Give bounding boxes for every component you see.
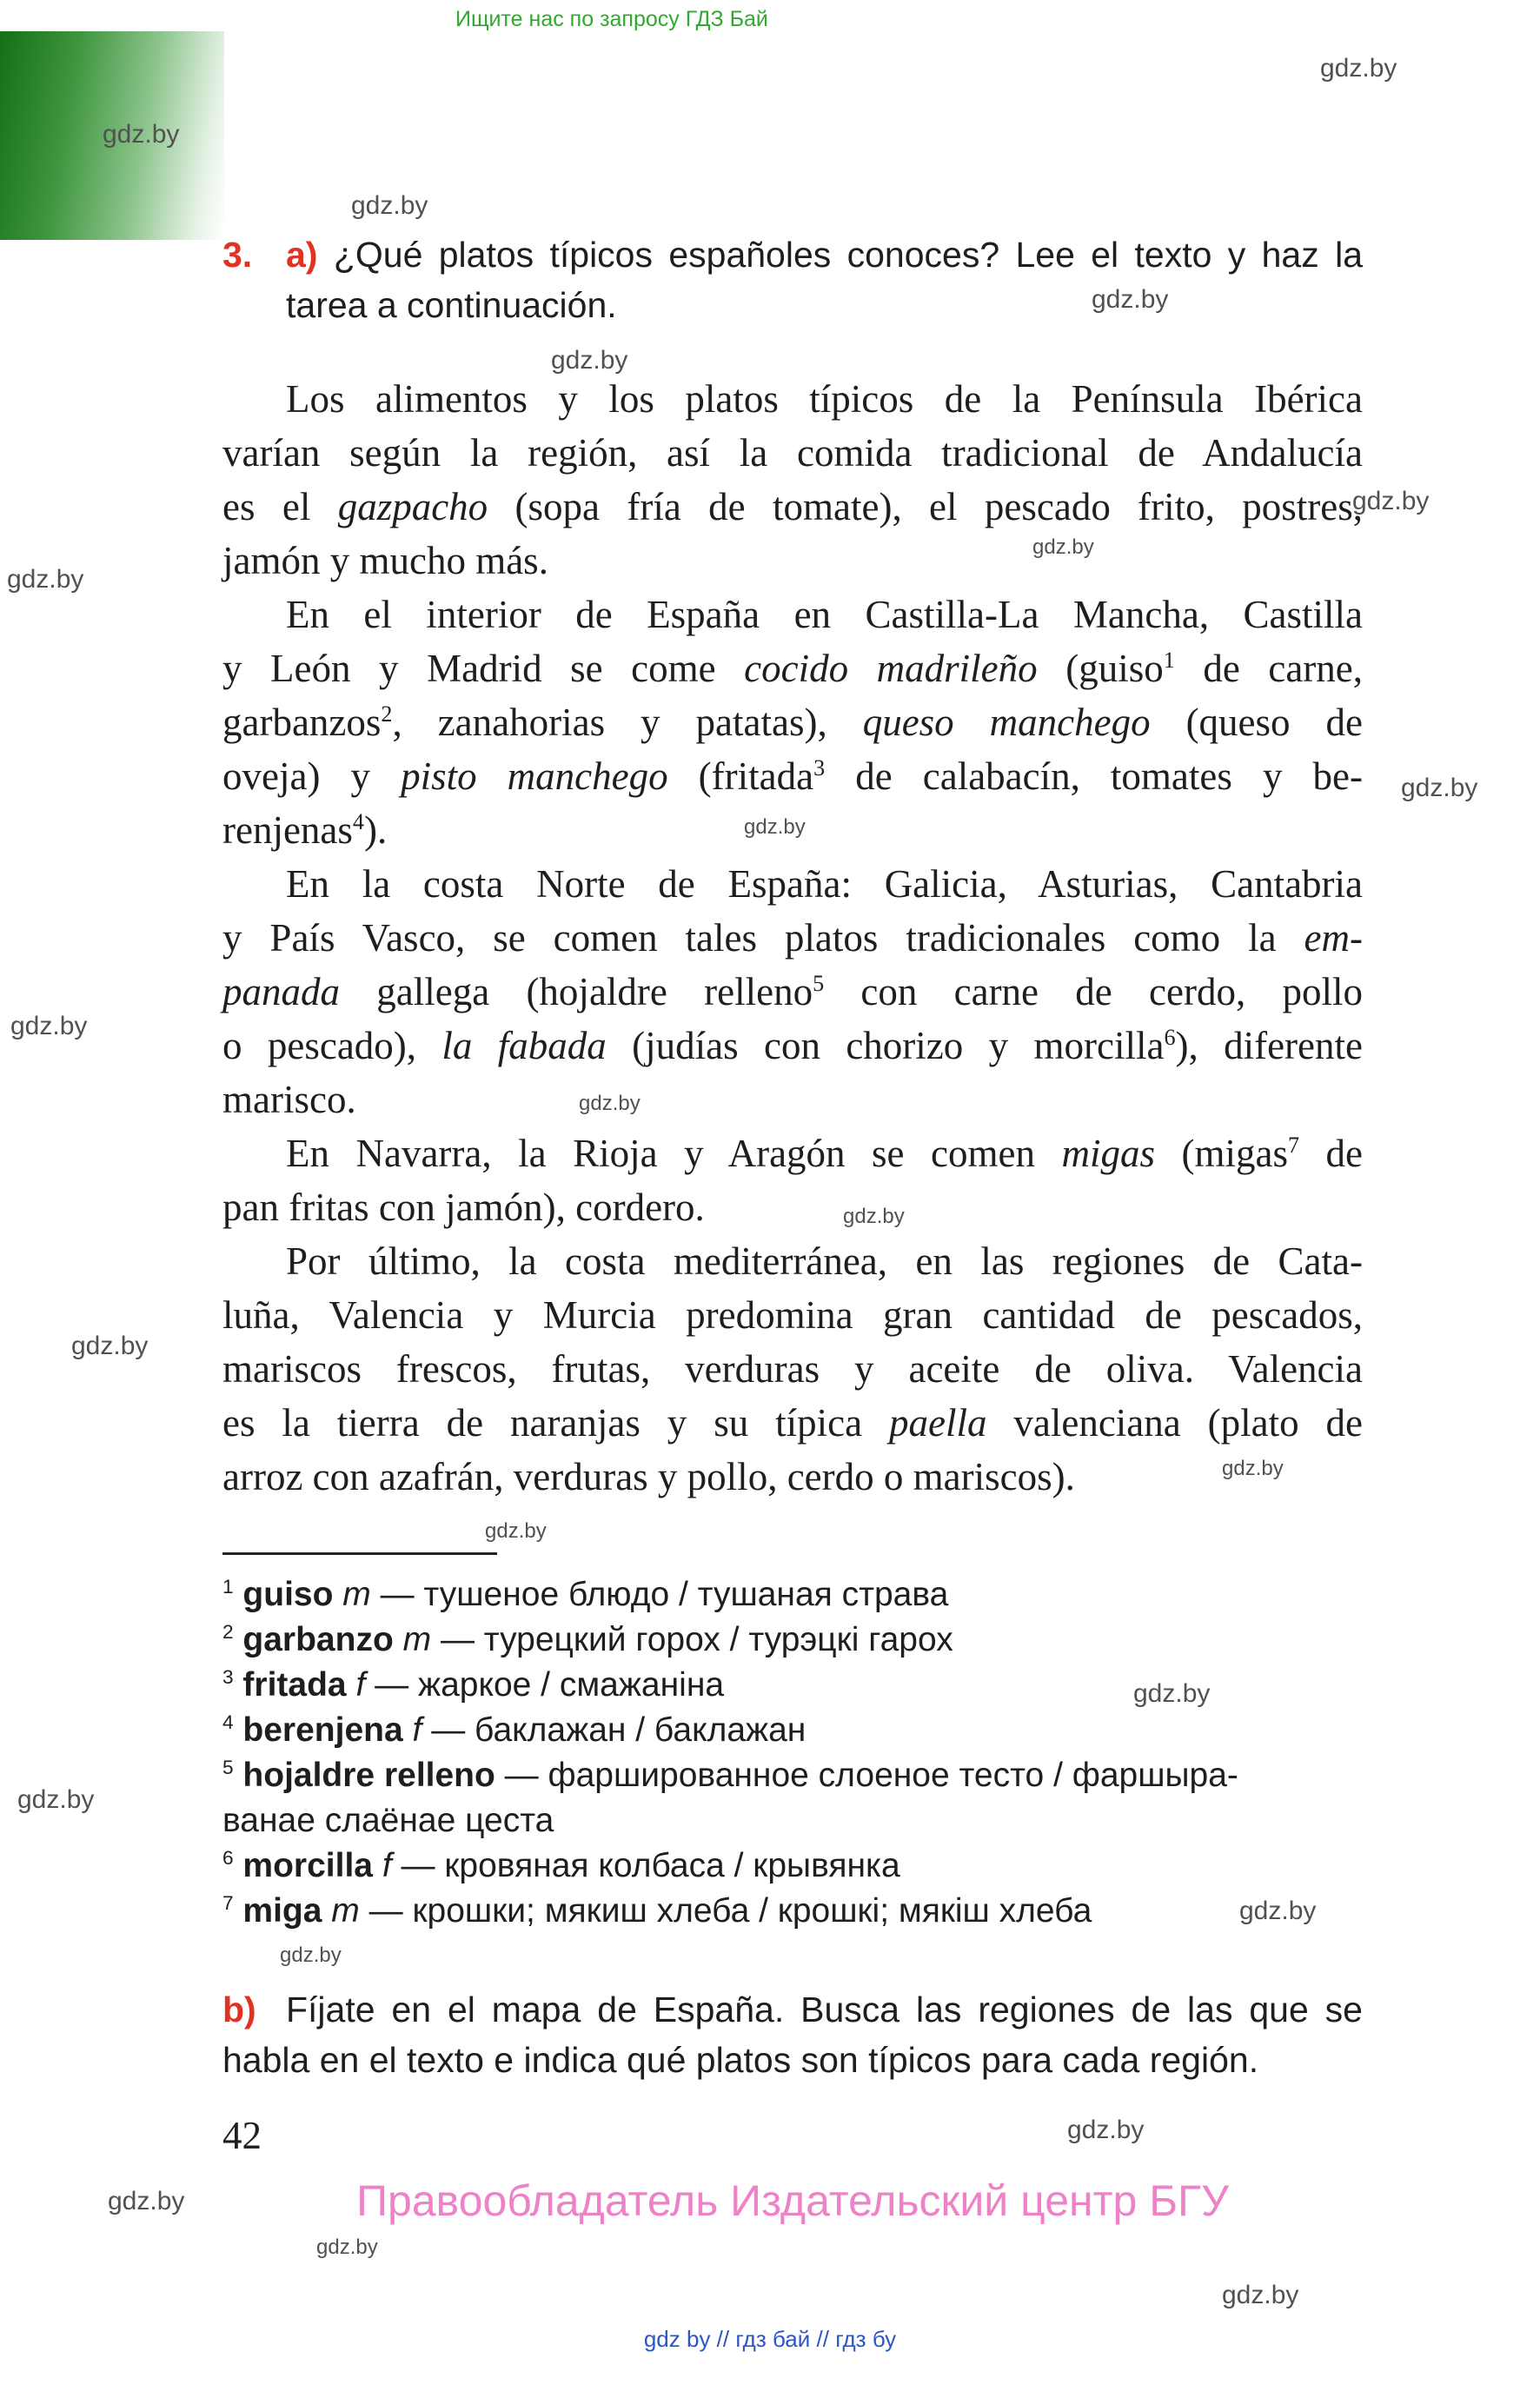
text-segment: En Navarra, la Rioja y Aragón se comen <box>286 1132 1062 1175</box>
passage-line <box>222 1234 1363 1288</box>
text-segment: em- <box>1304 916 1363 960</box>
footnote-line <box>222 1708 1363 1753</box>
part-a-instruction <box>286 229 1363 330</box>
footnote <box>222 1708 1363 1753</box>
text-segment: ), diferente <box>1175 1024 1363 1067</box>
passage-line <box>222 641 1363 695</box>
footnote-ref: 5 <box>813 971 825 996</box>
text-segment: En el interior de España en Castilla-La Mancha, Castilla <box>286 593 1363 636</box>
text-segment: berenjena <box>242 1711 403 1749</box>
footnote-ref: 6 <box>1164 1025 1176 1050</box>
text-segment: marisco. <box>222 1078 356 1121</box>
text-segment <box>333 1576 342 1613</box>
text-segment: luña, Valencia y Murcia predomina gran cantidad de pescados, <box>222 1293 1363 1337</box>
text-segment: valenciana (plato de <box>986 1401 1363 1445</box>
gdz-watermark: gdz.by <box>744 815 806 839</box>
text-segment: con carne de cerdo, pollo <box>824 970 1363 1013</box>
text-segment <box>322 1892 331 1930</box>
top-banner: Ищите нас по запросу ГДЗ Бай <box>455 7 768 31</box>
instruction-line: tarea a continuación. <box>286 285 617 325</box>
passage-line <box>222 372 1363 426</box>
text-segment: ванае слаёнае цеста <box>222 1802 554 1839</box>
footer-separator: // <box>710 2326 736 2352</box>
text-segment: — кровяная колбаса / крывянка <box>391 1847 900 1884</box>
text-segment: fritada <box>242 1666 347 1704</box>
footer-link[interactable]: гдз бу <box>835 2326 897 2352</box>
text-segment: Por último, la costa mediterránea, en las regiones de Cata- <box>286 1239 1363 1283</box>
footnote-ref: 7 <box>1287 1133 1300 1158</box>
footnote-ref: 5 <box>222 1757 234 1778</box>
text-segment: panada <box>222 970 340 1013</box>
gdz-watermark: gdz.by <box>351 191 428 220</box>
text-segment <box>347 1666 356 1704</box>
text-segment: de <box>1299 1132 1363 1175</box>
footer-separator: // <box>810 2326 836 2352</box>
passage-line <box>222 1288 1363 1342</box>
gdz-watermark: gdz.by <box>1133 1679 1211 1708</box>
text-segment: gallega (hojaldre relleno <box>340 970 813 1013</box>
passage-line <box>222 911 1363 965</box>
passage-line <box>222 803 1363 857</box>
footnote-line <box>222 1572 1363 1618</box>
passage-line <box>222 695 1363 749</box>
text-segment: Los alimentos y los platos típicos de la Península Ibérica <box>286 377 1363 421</box>
gdz-watermark: gdz.by <box>280 1943 342 1967</box>
footnote-ref: 2 <box>222 1621 234 1643</box>
gdz-watermark: gdz.by <box>10 1012 88 1040</box>
footnote <box>222 1844 1363 1889</box>
gdz-watermark: gdz.by <box>1032 535 1094 559</box>
footnote <box>222 1753 1363 1844</box>
exercise-3a <box>222 229 1363 330</box>
text-segment: f <box>382 1847 392 1884</box>
reading-passage <box>222 372 1363 1504</box>
footnote-line <box>222 1753 1363 1798</box>
footnote-ref: 1 <box>222 1576 234 1598</box>
footnote-ref: 4 <box>222 1711 234 1733</box>
text-segment: es la tierra de naranjas y su típica <box>222 1401 889 1445</box>
passage-line <box>222 1019 1363 1073</box>
footnote-separator <box>222 1552 497 1555</box>
text-segment: f <box>355 1666 366 1704</box>
passage-line <box>222 426 1363 480</box>
text-segment: jamón y mucho más. <box>222 539 548 582</box>
footnote <box>222 1618 1363 1663</box>
footnote-ref: 3 <box>222 1666 234 1688</box>
part-a-label: a) <box>286 235 334 275</box>
footer-link[interactable]: gdz by <box>643 2326 711 2352</box>
footnote-ref: 4 <box>352 809 364 834</box>
gdz-watermark: gdz.by <box>71 1332 149 1360</box>
text-segment: — баклажан / баклажан <box>422 1711 807 1749</box>
footer-links <box>0 2326 1540 2353</box>
text-segment <box>234 1576 243 1613</box>
text-segment <box>394 1621 403 1658</box>
instruction-line: a) ¿Qué platos típicos españoles conoces? Lee el texto y haz la <box>286 235 1363 275</box>
text-segment: oveja) y <box>222 754 402 798</box>
text-segment <box>234 1757 243 1794</box>
text-segment: , zanahorias y patatas), <box>392 701 863 744</box>
passage-line <box>222 965 1363 1019</box>
text-segment: ). <box>363 808 388 852</box>
text-segment: — тушеное блюдо / тушаная страва <box>370 1576 949 1613</box>
text-segment: (queso de <box>1150 701 1363 744</box>
text-segment: paella <box>888 1401 987 1445</box>
text-segment: garbanzo <box>242 1621 394 1658</box>
text-segment: pisto manchego <box>401 754 668 798</box>
text-segment: (guiso <box>1037 647 1164 690</box>
text-segment <box>234 1892 243 1930</box>
part-b-label: b) <box>222 1990 256 2030</box>
text-segment: — фаршированное слоеное тесто / фаршыра- <box>495 1757 1238 1794</box>
gdz-watermark: gdz.by <box>485 1519 547 1543</box>
text-segment: (fritada <box>667 754 814 798</box>
footnote-line <box>222 1844 1363 1889</box>
text-segment: (migas <box>1154 1132 1288 1175</box>
instruction-line: habla en el texto e indica qué platos son típicos para cada región. <box>222 2040 1259 2080</box>
gdz-watermark: gdz.by <box>1320 54 1397 83</box>
text-segment: la fabada <box>441 1024 607 1067</box>
gdz-watermark: gdz.by <box>316 2236 378 2259</box>
passage-line <box>222 588 1363 641</box>
text-segment: (judías con chorizo y morcilla <box>606 1024 1165 1067</box>
gdz-watermark: gdz.by <box>7 565 84 594</box>
text-segment <box>234 1847 243 1884</box>
gdz-watermark: gdz.by <box>1401 774 1478 802</box>
text-segment <box>403 1711 413 1749</box>
text-segment: m <box>331 1892 360 1930</box>
gdz-watermark: gdz.by <box>1352 487 1430 515</box>
text-segment: — крошки; мякиш хлеба / крошкі; мякіш хлеба <box>359 1892 1092 1930</box>
passage-line <box>222 1073 1363 1126</box>
paragraph <box>222 372 1363 588</box>
passage-line <box>222 1342 1363 1396</box>
text-segment: y León y Madrid se come <box>222 647 745 690</box>
text-segment: es el <box>222 485 338 528</box>
passage-line <box>222 1450 1363 1504</box>
text-segment: — жаркое / смажаніна <box>365 1666 725 1704</box>
text-segment: de carne, <box>1174 647 1364 690</box>
footer-link[interactable]: гдз бай <box>735 2326 811 2352</box>
passage-line <box>222 857 1363 911</box>
gdz-watermark: gdz.by <box>843 1205 905 1228</box>
gdz-watermark: gdz.by <box>103 120 180 149</box>
text-segment <box>373 1847 382 1884</box>
text-segment: renjenas <box>222 808 353 852</box>
text-segment: guiso <box>242 1576 334 1613</box>
footnote-ref: 7 <box>222 1892 234 1914</box>
text-segment: gazpacho <box>337 485 488 528</box>
text-segment: pan fritas con jamón), cordero. <box>222 1186 705 1229</box>
text-segment: f <box>412 1711 422 1749</box>
footnote-line <box>222 1663 1363 1708</box>
gdz-watermark: gdz.by <box>1222 1457 1284 1480</box>
passage-line <box>222 534 1363 588</box>
gdz-watermark: gdz.by <box>1067 2116 1145 2144</box>
gdz-watermark: gdz.by <box>108 2187 185 2216</box>
footnote-ref: 1 <box>1163 648 1175 673</box>
text-segment: queso manchego <box>862 701 1151 744</box>
passage-line <box>222 480 1363 534</box>
footnote-line <box>222 1798 1363 1844</box>
instruction-line: b) Fíjate en el mapa de España. Busca las regiones de las que se <box>222 1984 1363 2035</box>
text-segment <box>234 1666 243 1704</box>
text-segment: m <box>342 1576 371 1613</box>
text-segment: morcilla <box>242 1847 373 1884</box>
gdz-watermark: gdz.by <box>579 1092 641 1115</box>
gdz-watermark: gdz.by <box>17 1785 95 1814</box>
footnote-ref: 6 <box>222 1847 234 1869</box>
paragraph <box>222 1234 1363 1504</box>
footnote-line <box>222 1618 1363 1663</box>
exercise-number: 3. <box>222 235 253 275</box>
publisher-line: Правообладатель Издательский центр БГУ <box>356 2176 1229 2225</box>
content-column <box>222 0 1363 2226</box>
passage-line <box>222 1126 1363 1180</box>
gdz-watermark: gdz.by <box>551 346 628 375</box>
text-segment: En la costa Norte de España: Galicia, Asturias, Cantabria <box>286 862 1363 906</box>
paragraph <box>222 588 1363 857</box>
text-segment <box>234 1621 243 1658</box>
text-segment: de calabacín, tomates y be- <box>825 754 1363 798</box>
text-segment: (sopa fría de tomate), el pescado frito, postres, <box>488 485 1363 528</box>
footnote <box>222 1572 1363 1618</box>
text-segment: garbanzos <box>222 701 382 744</box>
paragraph <box>222 857 1363 1126</box>
gdz-watermark: gdz.by <box>1239 1897 1317 1925</box>
exercise-3b <box>222 1984 1363 2085</box>
paragraph <box>222 1126 1363 1234</box>
passage-line <box>222 1396 1363 1450</box>
text-segment: — турецкий горох / турэцкі гарох <box>431 1621 953 1658</box>
text-segment: y País Vasco, se comen tales platos tradicionales como la <box>222 916 1304 960</box>
text-segment: m <box>402 1621 432 1658</box>
gdz-watermark: gdz.by <box>1092 285 1169 314</box>
footnote <box>222 1663 1363 1708</box>
text-segment: arroz con azafrán, verduras y pollo, cerdo o mariscos). <box>222 1455 1075 1498</box>
text-segment: hojaldre relleno <box>242 1757 495 1794</box>
passage-line <box>222 749 1363 803</box>
footnote <box>222 1889 1363 1934</box>
footnote-line <box>222 1889 1363 1934</box>
text-segment: mariscos frescos, frutas, verduras y aceite de oliva. Valencia <box>222 1347 1363 1391</box>
page-number: 42 <box>222 2114 262 2157</box>
text-segment: miga <box>242 1892 322 1930</box>
text-segment: o pescado), <box>222 1024 442 1067</box>
footnotes <box>222 1572 1363 1934</box>
passage-line <box>222 1180 1363 1234</box>
footnote-ref: 2 <box>381 701 393 727</box>
gdz-watermark: gdz.by <box>1222 2281 1299 2309</box>
text-segment: varían según la región, así la comida tradicional de Andalucía <box>222 431 1363 475</box>
text-segment <box>234 1711 243 1749</box>
footnote-ref: 3 <box>813 755 826 781</box>
text-segment: migas <box>1061 1132 1155 1175</box>
text-segment: cocido madrileño <box>744 647 1038 690</box>
